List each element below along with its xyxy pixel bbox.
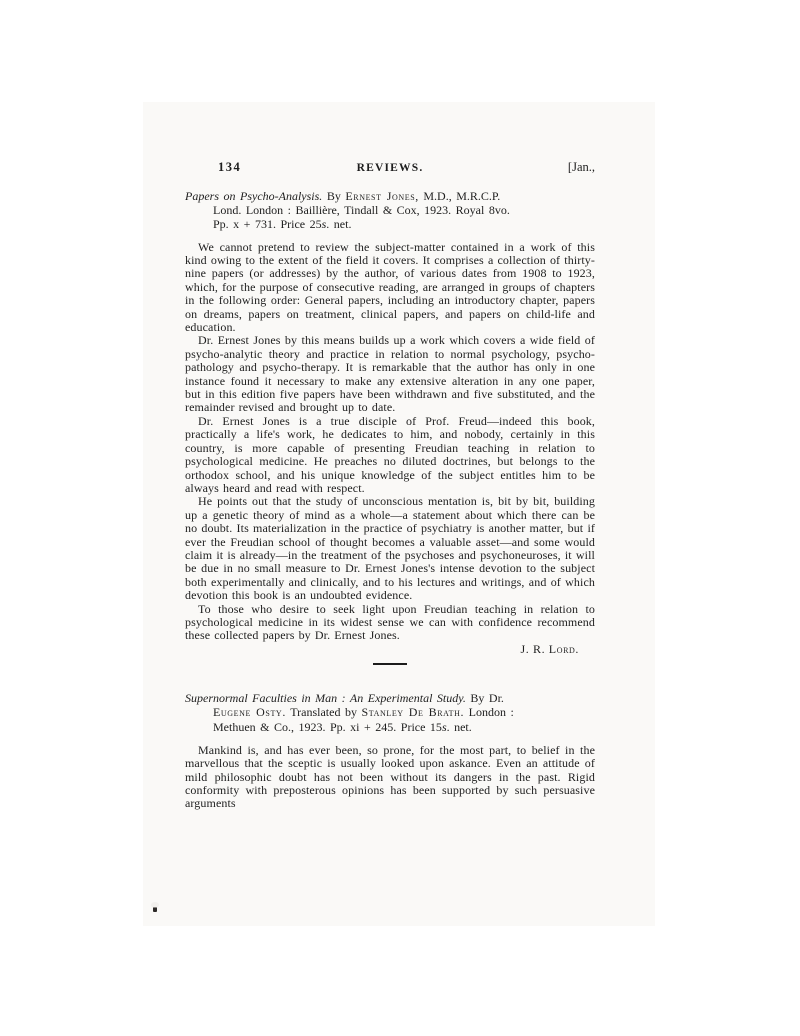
section-title: REVIEWS. [356,162,424,174]
page-number: 134 [218,160,242,174]
review-paragraph: Dr. Ernest Jones is a true disciple of Prof. Freud—indeed this book, practically a life's work, he dedicates to him, and nobody, certainly in this country, is more capable of presenting Freudian teaching in relation to psychological medicine. He preaches no diluted doctrines, but belongs to the orthodox school, and his unique knowledge of the subject entitles him to be always heard and read with respect. [185,413,595,495]
price-net: . net. [326,217,352,232]
review-paragraph: Mankind is, and has ever been, so prone, for the most part, to belief in the marvellous that the sceptic is usually looked upon askance. Even an attitude of mild philosophic doubt has not been without its dangers in the past. Rigid conformity with preposterous opinions has been supported by such persuasive arguments [185,742,595,811]
review-paragraph: We cannot pretend to review the subject-matter contained in a work of this kind owing to the extent of the field it covers. It comprises a collection of thirty-nine papers (or addresses) by the author, of various dates from 1908 to 1923, which, for the purpose of consecutive reading, are arranged in groups of chapters in the following order: General papers, including an introductory chapter, papers on dreams, papers on treatment, clinical papers, and papers on child-life and education. [185,239,595,335]
scan-region [143,102,655,926]
book-citation [185,189,595,232]
reviewer-signature: J. R. Lord. [520,641,579,656]
translated-by-label: Translated by [290,705,357,720]
citation-line-3 [185,217,595,231]
price-net: . net. [446,719,472,734]
review-2 [185,691,595,811]
citation-line-1 [185,189,595,203]
citation-line-2 [185,705,595,719]
citation-line-3 [185,720,595,734]
book-citation [185,691,595,734]
review-paragraph: He points out that the study of unconscious mentation is, bit by bit, building up a genetic theory of mind as a whole—a statement about which there can be no doubt. Its materialization in the practice of psychiatry is another matter, but if ever the Freudian school of thought becomes a valuable asset—and some would claim it is already—in the treatment of the psychoses and psychoneuroses, it will be due in no small measure to Dr. Ernest Jones's intense devotion to the subject both experimentally and clinically, and to his lectures and writings, and of which devotion this book is an undoubted evidence. [185,494,595,603]
pages-price: Methuen & Co., 1923. Pp. xi + 245. Price 15 [213,719,442,734]
book-title: Supernormal Faculties in Man : An Experimental Study. [185,691,466,706]
citation-line-2: Lond. London : Baillière, Tindall & Cox, 1923. Royal 8vo. [213,203,510,218]
book-title: Papers on Psycho-Analysis. [185,189,323,203]
citation-line-1 [185,691,595,705]
translator-name: Stanley De Brath. [361,705,465,720]
pages-price: Pp. x + 731. Price 25 [213,217,322,232]
ink-speck [153,907,157,912]
by-label: By [326,189,341,203]
review-paragraph: Dr. Ernest Jones by this means builds up a work which covers a wide field of psycho-analytic theory and practice in relation to normal psychology, psycho-pathology and psycho-therapy. It is remarkable that the author has only in one instance found it necessary to make any extensive alteration in any one paper, but in this edition five papers have been withdrawn and five substituted, and the remainder revised and brought up to date. [185,333,595,415]
review-paragraph: To those who desire to seek light upon Freudian teaching in relation to psychological medicine in its widest sense we can with confidence recommend these collected papers by Dr. Ernest Jones. [185,601,595,643]
price-shilling-s: s [321,217,327,232]
review-1 [185,189,595,656]
issue-label: [Jan., [567,160,595,174]
price-shilling-s: s [441,719,447,734]
publisher-location: London : [468,705,514,720]
section-divider [373,663,407,665]
author-name: Ernest Jones, [345,189,419,203]
author-name: Eugene Osty. [213,705,286,720]
running-header [185,160,595,175]
page-content [185,160,595,811]
by-label: By Dr. [470,691,504,706]
author-degrees: M.D., M.R.C.P. [423,189,501,203]
